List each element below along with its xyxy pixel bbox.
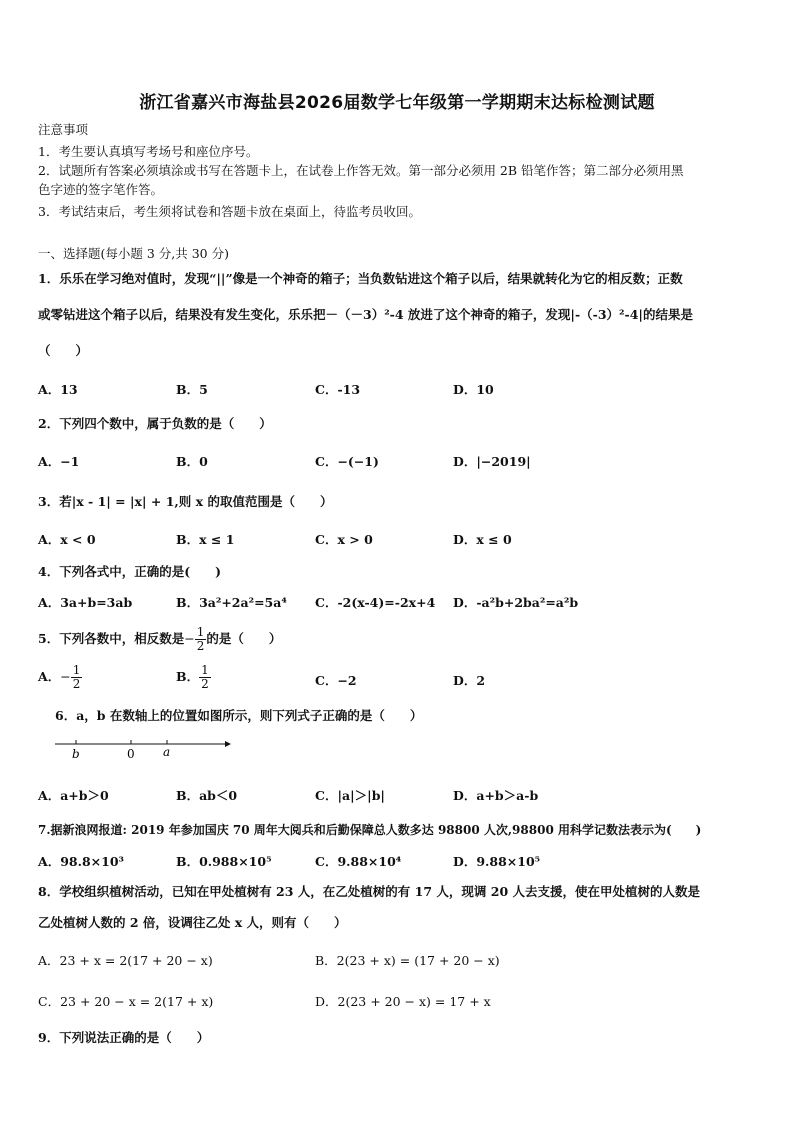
question-3: 3．若|x - 1| = |x| + 1,则 x 的取值范围是（ ） [38,494,333,509]
q5-option-b[interactable]: B． $\frac{1}{2}$ [176,663,209,691]
q2-option-c[interactable]: C．−(−1) [315,454,379,469]
q3-option-c[interactable]: C．x > 0 [315,532,373,547]
q3-option-d[interactable]: D．x ≤ 0 [453,532,512,547]
question-5: 5．下列各数中，相反数是− $\frac{1}{2}$ 的是（ ） [38,625,282,653]
q1-option-d[interactable]: D．10 [453,382,494,397]
number-line-figure [55,736,235,762]
q5-option-d[interactable]: D．2 [453,673,486,688]
q6-option-d[interactable]: D．a+b＞a-b [453,788,539,803]
label-0: 0 [127,747,135,761]
question-1-line: （ ） [38,343,89,358]
q8-option-b[interactable]: B．2(23 + x) = (17 + 20 − x) [315,953,500,968]
label-b: b [72,747,80,761]
notice-heading: 注意事项 [38,122,89,137]
label-a: a [163,745,171,759]
section-heading: 一、选择题(每小题 3 分,共 30 分) [38,246,229,261]
q4-option-b[interactable]: B．3a²+2a²=5a⁴ [176,595,287,610]
q5-option-a[interactable]: A．− $\frac{1}{2}$ [38,663,81,691]
q1-option-a[interactable]: A．13 [38,382,78,397]
q5-option-c[interactable]: C．−2 [315,673,357,688]
notice-item: 3．考试结束后，考生须将试卷和答题卡放在桌面上，待监考员收回。 [38,204,421,219]
q8-option-d[interactable]: D．2(23 + 20 − x) = 17 + x [315,994,491,1009]
fraction: $\frac{1}{2}$ [201,663,209,691]
q7-option-a[interactable]: A．98.8×10³ [38,854,124,869]
question-1-line: 或零钻进这个箱子以后，结果没有发生变化，乐乐把－（－3）²-4 放进了这个神奇的箱子，发现|-（-3）²-4|的结果是 [38,307,693,322]
q7-option-d[interactable]: D．9.88×10⁵ [453,854,541,869]
question-2: 2．下列四个数中，属于负数的是（ ） [38,416,272,431]
question-7: 7.据新浪网报道: 2019 年参加国庆 70 周年大阅兵和后勤保障总人数多达 98800 人次,98800 用科学记数法表示为( ) [38,823,702,837]
notice-item: 2．试题所有答案必须填涂或书写在答题卡上，在试卷上作答无效。第一部分必须用 2B 铅笔作答；第二部分必须用黑 [38,163,684,178]
q4-option-c[interactable]: C．-2(x-4)=-2x+4 [315,595,436,610]
q6-option-c[interactable]: C．|a|＞|b| [315,788,385,803]
q8-option-a[interactable]: A．23 + x = 2(17 + 20 − x) [38,953,213,968]
q6-option-b[interactable]: B．ab＜0 [176,788,238,803]
q3-option-a[interactable]: A．x < 0 [38,532,96,547]
question-5-text: 5．下列各数中，相反数是 [38,631,185,646]
q2-option-b[interactable]: B．0 [176,454,208,469]
notice-item: 色字迹的签字笔作答。 [38,182,164,197]
q4-option-d[interactable]: D．-a²b+2ba²=a²b [453,595,579,610]
number-line-arrow [225,741,231,747]
q7-option-c[interactable]: C．9.88×10⁴ [315,854,402,869]
fraction: $\frac{1}{2}$ [72,663,81,691]
q6-option-a[interactable]: A．a+b＞0 [38,788,109,803]
q1-option-c[interactable]: C．-13 [315,382,361,397]
question-8-line: 8．学校组织植树活动，已知在甲处植树有 23 人，在乙处植树的有 17 人，现调 20 人去支援，使在甲处植树的人数是 [38,884,700,899]
question-5-tail: 的是（ ） [206,631,282,646]
q1-option-b[interactable]: B．5 [176,382,208,397]
question-8-line: 乙处植树人数的 2 倍，设调往乙处 x 人，则有（ ） [38,915,347,930]
q4-option-a[interactable]: A．3a+b=3ab [38,595,133,610]
q2-option-a[interactable]: A．−1 [38,454,80,469]
question-1-line: 1．乐乐在学习绝对值时，发现“||”像是一个神奇的箱子；当负数钻进这个箱子以后，结果就转化为它的相反数；正数 [38,271,683,286]
fraction: $\frac{1}{2}$ [196,625,205,653]
question-4: 4．下列各式中，正确的是( ) [38,564,222,579]
page-title: 浙江省嘉兴市海盐县2026届数学七年级第一学期期末达标检测试题 [139,93,655,113]
notice-item: 1．考生要认真填写考场号和座位序号。 [38,144,259,159]
q7-option-b[interactable]: B．0.988×10⁵ [176,854,272,869]
q8-option-c[interactable]: C．23 + 20 − x = 2(17 + x) [38,994,214,1009]
question-6: 6．a，b 在数轴上的位置如图所示，则下列式子正确的是（ ） [55,708,423,723]
q2-option-d[interactable]: D．|−2019| [453,454,531,469]
q3-option-b[interactable]: B．x ≤ 1 [176,532,235,547]
question-9: 9．下列说法正确的是（ ） [38,1030,210,1045]
